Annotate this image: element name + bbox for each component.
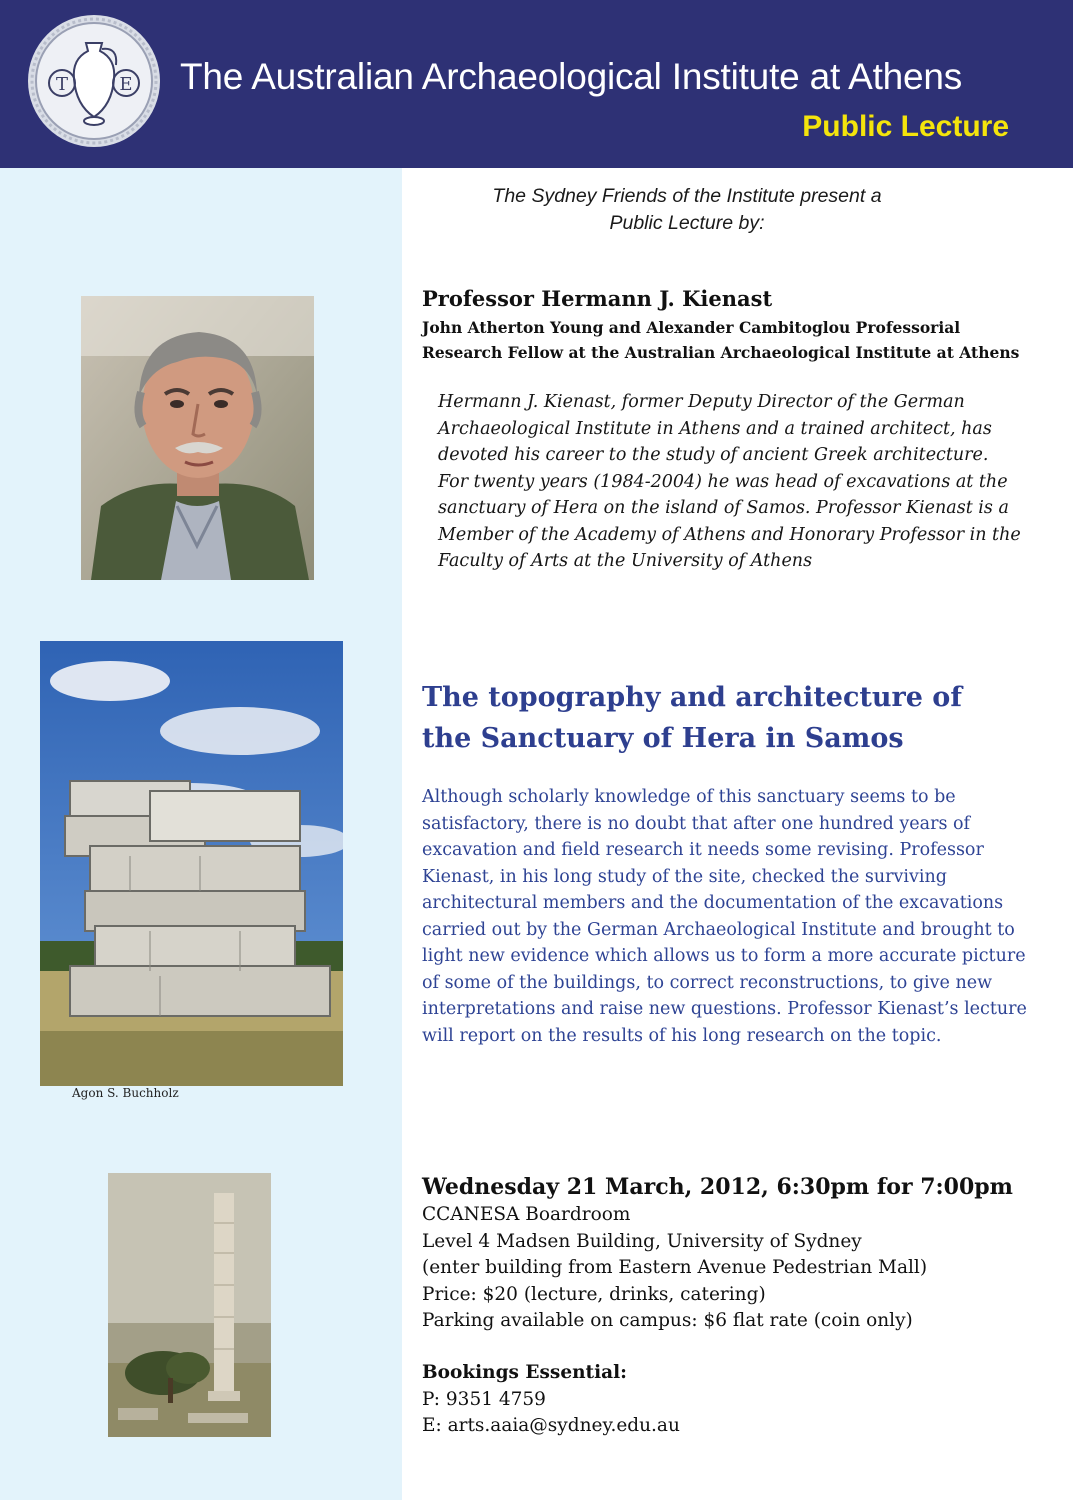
bookings-email[interactable]: E: arts.aaia@sydney.edu.au xyxy=(422,1415,680,1436)
bio-line: Member of the Academy of Athens and Honorary Professor in the xyxy=(438,524,1021,545)
abstract-line: will report on the results of his long research on the topic. xyxy=(422,1025,942,1046)
abstract-line: excavation and field research it needs some revising. Professor xyxy=(422,840,984,860)
institute-seal-logo xyxy=(26,13,162,149)
lecture-title-line-2: the Sanctuary of Hera in Samos xyxy=(422,723,904,754)
lecture-title-line-1: The topography and architecture of xyxy=(422,682,962,713)
speaker-name: Professor Hermann J. Kienast xyxy=(422,286,773,311)
event-entry: (enter building from Eastern Avenue Pedestrian Mall) xyxy=(422,1257,928,1278)
bio-line: Hermann J. Kienast, former Deputy Director of the German xyxy=(438,392,965,412)
bio-line: devoted his career to the study of ancient Greek architecture. xyxy=(438,445,989,465)
speaker-bio xyxy=(438,389,1038,575)
bio-line: For twenty years (1984-2004) he was head of excavations at the xyxy=(438,471,1008,492)
bookings-heading: Bookings Essential: xyxy=(422,1362,627,1383)
abstract-line: Although scholarly knowledge of this sanctuary seems to be xyxy=(422,787,956,807)
event-datetime: Wednesday 21 March, 2012, 6:30pm for 7:00pm xyxy=(422,1174,1013,1200)
event-details xyxy=(422,1172,1013,1335)
bio-line: Archaeological Institute in Athens and a trained architect, has xyxy=(438,418,992,439)
intro-line-1: The Sydney Friends of the Institute present a xyxy=(492,185,882,207)
abstract-line: light new evidence which allows us to form a more accurate picture xyxy=(422,946,1026,966)
event-address: Level 4 Madsen Building, University of Sydney xyxy=(422,1230,862,1252)
speaker-position-line-2: Research Fellow at the Australian Archaeological Institute at Athens xyxy=(422,343,1020,362)
bio-line: Faculty of Arts at the University of Athens xyxy=(438,551,813,571)
svg-text:E: E xyxy=(119,74,133,95)
sanctuary-ruins-photo xyxy=(40,641,343,1086)
lecture-abstract xyxy=(422,784,1062,1049)
photo-credit: Agon S. Buchholz xyxy=(72,1086,179,1100)
column-ruin-photo xyxy=(108,1173,271,1437)
abstract-line: of some of the buildings, to correct reconstructions, to give new xyxy=(422,972,993,993)
abstract-line: interpretations and raise new questions. Professor Kienast’s lecture xyxy=(422,999,1027,1019)
svg-text:T: T xyxy=(55,74,69,95)
lecture-title xyxy=(422,677,962,759)
institute-name: The Australian Archaeological Institute at Athens xyxy=(180,56,963,97)
public-lecture-label: Public Lecture xyxy=(802,110,1009,143)
speaker-portrait-photo xyxy=(81,296,314,580)
abstract-line: satisfactory, there is no doubt that after one hundred years of xyxy=(422,813,971,834)
event-price: Price: $20 (lecture, drinks, catering) xyxy=(422,1283,766,1305)
abstract-line: architectural members and the documentation of the excavations xyxy=(422,893,1004,913)
intro-text xyxy=(402,183,972,237)
abstract-line: carried out by the German Archaeological Institute and brought to xyxy=(422,919,1015,940)
abstract-line: Kienast, in his long study of the site, checked the surviving xyxy=(422,866,947,887)
intro-line-2: Public Lecture by: xyxy=(609,212,765,234)
header-banner xyxy=(0,0,1073,168)
event-venue: CCANESA Boardroom xyxy=(422,1204,631,1225)
bookings-phone: P: 9351 4759 xyxy=(422,1388,546,1410)
speaker-position-line-1: John Atherton Young and Alexander Cambitoglou Professorial xyxy=(422,318,961,337)
speaker-position xyxy=(422,315,1019,365)
bookings-section xyxy=(422,1360,680,1440)
event-parking: Parking available on campus: $6 flat rate (coin only) xyxy=(422,1310,913,1331)
bio-line: sanctuary of Hera on the island of Samos. Professor Kienast is a xyxy=(438,498,1009,518)
